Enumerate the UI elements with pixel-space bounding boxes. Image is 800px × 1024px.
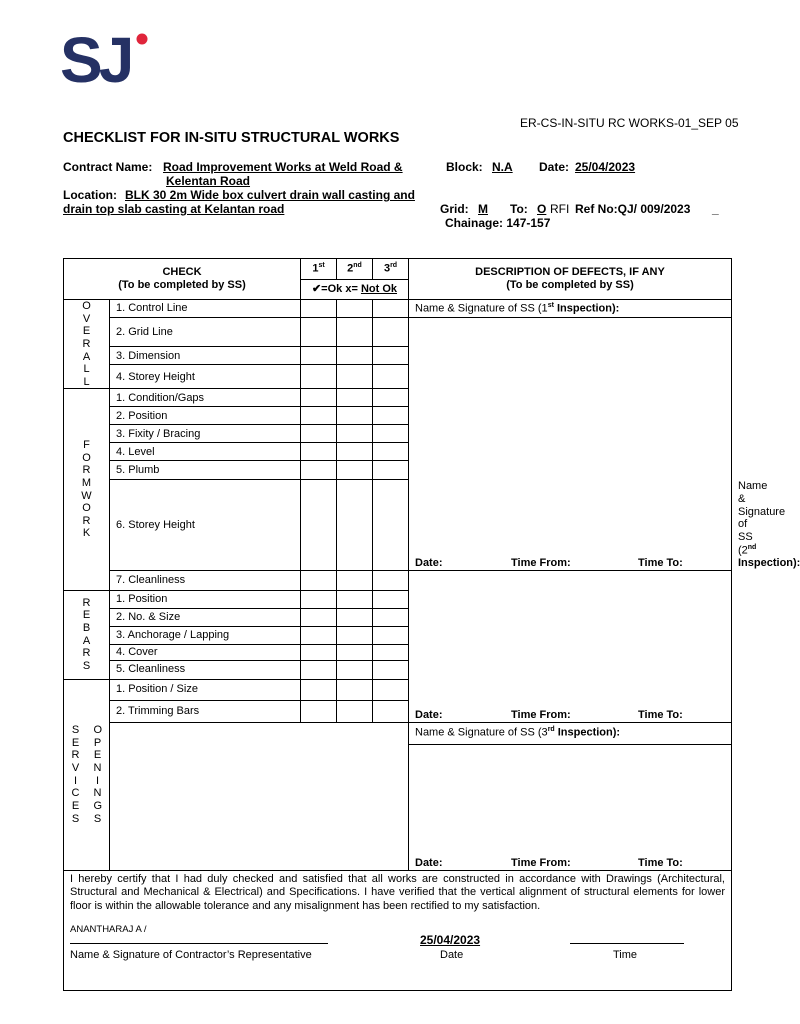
check-cell[interactable] [337,425,373,443]
services-letters: S E R V I C E S [71,724,80,825]
legend: ✔=Ok x= Not Ok [301,280,409,300]
certification-block [64,870,732,990]
group-label-rebars: R E B A R S [64,590,110,679]
check-cell[interactable] [337,700,373,722]
check-cell[interactable] [301,590,337,608]
check-item: 2. Position [110,407,301,425]
sj-logo [60,24,152,96]
check-cell[interactable] [337,300,373,318]
check-cell[interactable] [373,300,409,318]
inspection-3-notes[interactable]: Date: Time From: Time To: [409,744,732,870]
logo-text: SJ [60,24,131,96]
check-item: 3. Anchorage / Lapping [110,626,301,644]
to-value: O [537,202,547,216]
certification-time-label: Time [613,949,638,962]
check-item: 2. Trimming Bars [110,700,301,722]
check-cell[interactable] [337,644,373,660]
check-cell[interactable] [337,608,373,626]
check-cell[interactable] [337,407,373,425]
check-cell[interactable] [301,318,337,347]
contractor-rep-label: Name & Signature of Contractor’s Representative [70,949,312,962]
logo-dot [137,34,148,45]
group-label-overall: O V E R A L L [64,300,110,389]
inspection-3-signature: Name & Signature of SS (3rd Inspection): [409,722,732,744]
check-item: 4. Cover [110,644,301,660]
date-value: 25/04/2023 [575,160,636,174]
table-row [64,722,732,744]
check-item: 7. Cleanliness [110,570,301,590]
check-cell[interactable] [373,679,409,700]
certification-date-label: Date [440,949,464,962]
check-cell[interactable] [301,608,337,626]
check-cell[interactable] [373,425,409,443]
certification-text: I hereby certify that I had duly checked and satisfied that all works are constructed in accordance with Drawings (Architectural, Structural and Mechanical & Electrical) and Specifications. I have verified that the vertical alignment of structural elements for lower floor is within the allowable tolerance and any misalignment has been rectified to my satisfaction. [70,872,725,912]
check-cell[interactable] [373,407,409,425]
check-cell[interactable] [373,660,409,679]
check-item: 1. Condition/Gaps [110,389,301,407]
check-cell[interactable] [373,389,409,407]
check-item: 5. Plumb [110,461,301,480]
time-line [570,943,684,944]
table-row [64,300,732,318]
check-cell[interactable] [337,318,373,347]
check-cell[interactable] [301,365,337,389]
check-cell[interactable] [337,443,373,461]
check-cell[interactable] [337,679,373,700]
check-cell[interactable] [337,660,373,679]
check-cell[interactable] [373,318,409,347]
location-label: Location: [63,188,117,202]
chainage: Chainage: 147-157 [445,216,551,230]
check-cell[interactable] [301,480,337,570]
check-item: 2. Grid Line [110,318,301,347]
check-item: 2. No. & Size [110,608,301,626]
inspection-2-header: 2nd [337,259,373,280]
certification-date-value: 25/04/2023 [420,933,481,948]
inspection-3-header: 3rd [373,259,409,280]
services-blank-area[interactable] [110,722,409,870]
check-header: CHECK (To be completed by SS) [64,259,301,300]
check-cell[interactable] [373,443,409,461]
check-cell[interactable] [337,347,373,365]
check-cell[interactable] [373,590,409,608]
check-cell[interactable] [301,389,337,407]
check-cell[interactable] [373,461,409,480]
check-cell[interactable] [301,407,337,425]
table-row: 6. Storey Height Name & Signature of SS (2nd Inspection): [64,480,732,570]
inspection-1-header: 1st [301,259,337,280]
check-cell[interactable] [337,590,373,608]
check-cell[interactable] [301,570,337,590]
check-item: 4. Storey Height [110,365,301,389]
check-cell[interactable] [373,347,409,365]
location-value-line1: BLK 30 2m Wide box culvert drain wall casting and [125,188,415,202]
check-cell[interactable] [373,365,409,389]
check-item: 1. Position / Size [110,679,301,700]
check-item: 5. Cleanliness [110,660,301,679]
check-cell[interactable] [373,608,409,626]
check-item: 3. Fixity / Bracing [110,425,301,443]
document-reference: ER-CS-IN-SITU RC WORKS-01_SEP 05 [520,116,739,130]
block-value: N.A [492,160,513,174]
check-cell[interactable] [337,389,373,407]
block-label: Block: [446,160,483,174]
check-item: 4. Level [110,443,301,461]
inspection-1-signature: Name & Signature of SS (1st Inspection): [409,300,732,318]
contract-value-line1: Road Improvement Works at Weld Road & [163,160,403,174]
check-cell[interactable] [301,644,337,660]
check-cell[interactable] [301,679,337,700]
rfi-label: RFI [550,202,570,216]
check-item: 1. Position [110,590,301,608]
check-cell[interactable] [337,480,373,570]
defects-header: DESCRIPTION OF DEFECTS, IF ANY (To be completed by SS) [409,259,732,300]
check-cell[interactable] [301,425,337,443]
check-cell[interactable] [301,461,337,480]
check-cell[interactable] [337,365,373,389]
check-cell[interactable] [373,700,409,722]
checklist-table [63,258,800,991]
inspection-1-notes[interactable]: Date: Time From: Time To: [409,318,732,571]
date-label: Date: [539,160,570,174]
contract-label: Contract Name: [63,160,153,174]
check-cell[interactable] [337,626,373,644]
check-cell[interactable] [373,644,409,660]
grid-value: M [478,202,488,216]
grid-label: Grid: [440,202,469,216]
contract-value-line2: Kelentan Road [166,174,251,188]
trailing-mark: _ [712,202,719,216]
location-value-line2: drain top slab casting at Kelantan road [63,202,285,216]
certification-row [64,870,732,990]
inspection-2-notes[interactable]: Date: Time From: Time To: [409,570,732,722]
check-cell[interactable] [373,480,409,570]
check-cell[interactable] [301,700,337,722]
contractor-rep-name: ANANTHARAJ A / [70,924,147,936]
signature-line [70,943,328,944]
check-cell[interactable] [337,570,373,590]
check-item: 6. Storey Height [110,480,301,570]
check-item: 1. Control Line [110,300,301,318]
check-item: 3. Dimension [110,347,301,365]
openings-letters: O P E N I N G S [93,724,103,825]
check-cell[interactable] [301,660,337,679]
check-cell[interactable] [301,300,337,318]
to-label: To: [510,202,528,216]
check-cell[interactable] [373,570,409,590]
check-cell[interactable] [337,461,373,480]
ref-number: Ref No:QJ/ 009/2023 [575,202,691,216]
check-cell[interactable] [301,347,337,365]
group-label-formwork: F O R M W O R K [64,389,110,590]
table-header-row [64,259,732,280]
table-row [64,570,732,590]
group-label-services [64,679,110,870]
check-cell[interactable] [301,443,337,461]
page-title: CHECKLIST FOR IN-SITU STRUCTURAL WORKS [63,130,400,146]
check-cell[interactable] [301,626,337,644]
check-cell[interactable] [373,626,409,644]
table-row [64,318,732,347]
